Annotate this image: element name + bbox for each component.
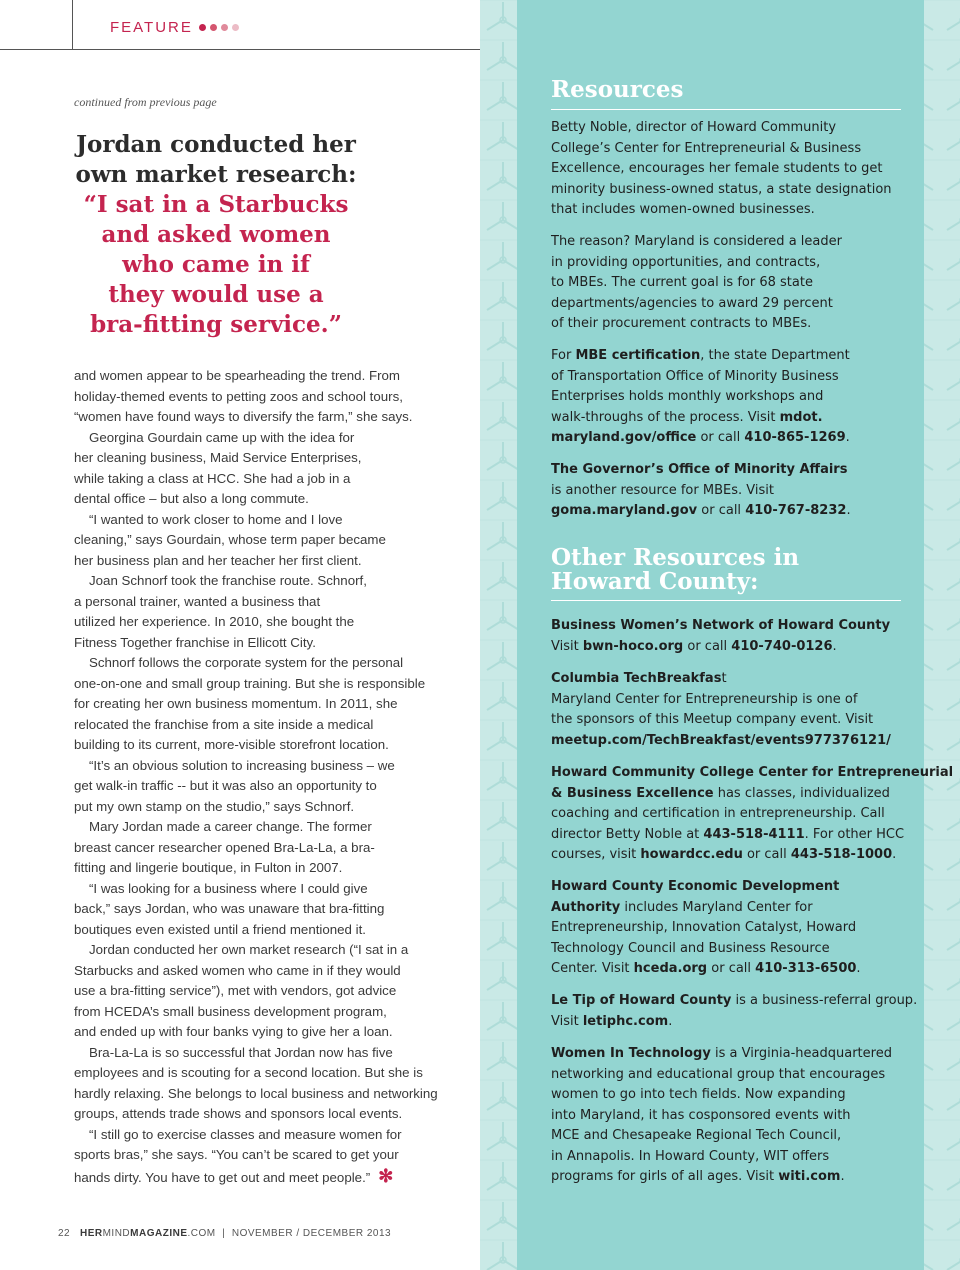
- body-line: groups, attends trade shows and sponsors local events.: [74, 1106, 403, 1121]
- magazine-brand-magazine: MAGAZINE: [130, 1228, 188, 1239]
- witi-link[interactable]: witi.com: [778, 1169, 841, 1184]
- resource-item-hceda: Howard County Economic Development Authority includes Maryland Center for Entrepreneurship, Innovation Catalyst, Howard Technology Council and Business Resource Center. Visit hceda.org or call 410-313-6500.: [551, 877, 896, 980]
- paragraph-line: Betty Noble, director of Howard Community: [551, 120, 837, 135]
- body-line: Mary Jordan made a career change. The former: [89, 819, 372, 834]
- magazine-brand-her: HER: [79, 1228, 103, 1239]
- body-line: “women have found ways to diversify the farm,” she says.: [74, 409, 413, 424]
- continued-note: continued from previous page: [74, 95, 217, 109]
- body-line: “I was looking for a business where I could give: [89, 880, 368, 896]
- body-line: for creating her own business momentum. In 2011, she: [74, 696, 398, 711]
- resources-heading: Resources: [551, 76, 684, 103]
- bwn-link[interactable]: bwn-hoco.org: [582, 638, 684, 654]
- paragraph-line: Excellence, encourages her female students to get: [551, 161, 883, 176]
- hceda-link[interactable]: hceda.org: [633, 961, 708, 976]
- paragraph-line: minority business-owned status, a state designation: [551, 181, 892, 197]
- body-line: boutiques even existed until a friend mentioned it.: [74, 921, 366, 937]
- body-line: “I wanted to work closer to home and I love: [89, 511, 343, 527]
- paragraph-line: College’s Center for Entrepreneurial & Business: [551, 140, 862, 156]
- magazine-brand-com: .COM: [187, 1228, 216, 1239]
- letip-link[interactable]: letiphc.com: [582, 1013, 669, 1029]
- mdot-link[interactable]: mdot.: [779, 409, 823, 425]
- body-line: while taking a class at HCC. She had a job in a: [74, 470, 351, 486]
- section-dots: [199, 24, 239, 31]
- body-line: put my own stamp on the studio,” says Schnorf.: [74, 798, 355, 814]
- body-line: cleaning,” says Gourdain, whose term paper became: [74, 532, 386, 547]
- end-mark-icon: ✻: [378, 1165, 394, 1186]
- paragraph-line: The reason? Maryland is considered a leader: [551, 234, 842, 249]
- dot-icon: [232, 24, 239, 31]
- resource-item-techbreakfast: Columbia TechBreakfast Maryland Center for Entrepreneurship is one of the sponsors of this Meetup company event. Visit meetup.com/TechBreakfast/events977376121/: [551, 669, 896, 751]
- resource-item-wit: Women In Technology is a Virginia-headquartered networking and educational group that encourages women to go into tech fields. Now expanding into Maryland, it has cosponsored events with MCE and Chesapeake Regional Tech Council, in Annapolis. In Howard County, WIT offers programs for girls of all ages. Visit witi.com.: [551, 1046, 892, 1184]
- pull-quote-line: and asked women: [101, 221, 331, 248]
- resource-title: Howard County Economic Development: [551, 879, 840, 894]
- body-line: Bra-La-La is so successful that Jordan now has five: [89, 1044, 393, 1060]
- body-line: Jordan conducted her own market research (“I sat in a: [89, 942, 409, 957]
- resource-item-letip: Le Tip of Howard County is a business-referral group. Visit letiphc.com.: [551, 993, 918, 1029]
- body-line: and women appear to be spearheading the trend. From: [74, 368, 400, 383]
- meetup-link[interactable]: meetup.com/TechBreakfast/events977376121/: [551, 732, 891, 748]
- magazine-brand-mind: MIND: [102, 1228, 131, 1239]
- pull-quote-line: Jordan conducted her: [76, 131, 356, 158]
- governors-office-title: The Governor’s Office of Minority Affairs: [551, 462, 848, 477]
- paragraph-line: to MBEs. The current goal is for 68 state: [551, 275, 813, 290]
- dot-icon: [221, 24, 228, 31]
- paragraph-line: of their procurement contracts to MBEs.: [551, 316, 812, 331]
- resources-paragraph-4: The Governor’s Office of Minority Affairs is another resource for MBEs. Visit goma.maryland.gov or call 410-767-8232.: [551, 460, 896, 522]
- body-line: back,” says Jordan, who was unaware that bra-fitting: [74, 901, 385, 916]
- body-line: breast cancer researcher opened Bra-La-La, a bra-: [74, 839, 375, 855]
- hcc-phone-2: 443-518-1000: [790, 847, 893, 862]
- pull-quote-line: “I sat in a Starbucks: [83, 191, 349, 218]
- section-label: FEATURE: [110, 19, 193, 36]
- resource-item-hcc: Howard Community College Center for Entrepreneurial & Business Excellence has classes, individualized coaching and certification in entrepreneurship. Call director Betty Noble at 443-518-4111. For other HCC courses, visit howardcc.edu or call 443-518-1000.: [551, 765, 954, 862]
- mdot-phone: 410-865-1269: [744, 430, 846, 445]
- page-footer: [58, 1228, 391, 1239]
- resources-paragraph-1: [551, 118, 896, 221]
- paragraph-line: in providing opportunities, and contracts,: [551, 254, 821, 270]
- paragraph-line: that includes women-owned businesses.: [551, 202, 815, 217]
- article-body: [74, 366, 444, 1188]
- body-line: sports bras,” she says. “You can’t be scared to get your: [74, 1147, 399, 1162]
- body-line: one-on-one and small group training. But she is responsible: [74, 675, 426, 691]
- resources-paragraph-3: For MBE certification, the state Department of Transportation Office of Minority Business Enterprises holds monthly workshops and walk-throughs of the process. Visit mdot. maryland.gov/office or call 410-865-1269.: [551, 348, 850, 445]
- pull-quote-line: own market research:: [75, 161, 357, 188]
- body-line: relocated the franchise from a site inside a medical: [74, 716, 374, 732]
- body-line: a personal trainer, wanted a business that: [74, 593, 321, 609]
- body-line: from HCEDA’s small business development program,: [74, 1003, 387, 1019]
- pull-quote-line: bra-fitting service.”: [90, 311, 342, 338]
- body-line: dental office – but also a long commute.: [74, 491, 309, 506]
- resources-rule: [551, 109, 901, 110]
- paragraph-line: departments/agencies to award 29 percent: [551, 295, 833, 311]
- resources-paragraph-2: [551, 232, 896, 335]
- page-number: 22: [58, 1228, 71, 1239]
- body-line: her business plan and her teacher her first client.: [74, 552, 362, 568]
- resource-title: Howard Community College Center for Entrepreneurial: [551, 765, 954, 780]
- resource-title: Business Women’s Network of Howard County: [551, 618, 891, 633]
- bwn-phone: 410-740-0126: [731, 638, 833, 654]
- mbe-certification-term: MBE certification: [575, 348, 701, 363]
- body-line: building to its current, more-visible storefront location.: [74, 737, 389, 752]
- hceda-phone: 410-313-6500: [755, 961, 857, 976]
- header-divider-vertical: [72, 0, 73, 50]
- issue-date: NOVEMBER / DECEMBER 2013: [231, 1228, 392, 1239]
- body-line: hardly relaxing. She belongs to local business and networking: [74, 1085, 438, 1101]
- body-line: utilized her experience. In 2010, she bought the: [74, 614, 355, 629]
- resource-title: Le Tip of Howard County: [551, 993, 732, 1008]
- body-line: fitting and lingerie boutique, in Fulton in 2007.: [74, 860, 343, 875]
- pull-quote: [74, 130, 358, 340]
- body-line: “It’s an obvious solution to increasing business – we: [89, 757, 395, 773]
- resource-item-bwn: Business Women’s Network of Howard County Visit bwn-hoco.org or call 410-740-0126.: [551, 616, 896, 657]
- pull-quote-line: who came in if: [122, 251, 310, 278]
- other-resources-heading: Other Resources in Howard County:: [551, 544, 800, 595]
- body-line: Fitness Together franchise in Ellicott City.: [74, 634, 316, 650]
- body-line: Schnorf follows the corporate system for the personal: [89, 655, 404, 670]
- howardcc-link[interactable]: howardcc.edu: [640, 847, 743, 862]
- dot-icon: [199, 24, 206, 31]
- body-line: and ended up with four banks vying to give her a loan.: [74, 1024, 393, 1039]
- footer-separator: |: [222, 1228, 226, 1239]
- body-line: holiday-themed events to petting zoos and school tours,: [74, 388, 403, 404]
- goma-link[interactable]: goma.maryland.gov: [551, 503, 698, 518]
- body-line: use a bra-fitting service”), met with vendors, got advice: [74, 983, 397, 998]
- body-line: Starbucks and asked women who came in if they would: [74, 962, 401, 978]
- hcc-phone-1: 443-518-4111: [703, 826, 805, 842]
- goma-phone: 410-767-8232: [745, 503, 847, 518]
- body-line: get walk-in traffic -- but it was also an opportunity to: [74, 778, 377, 793]
- body-line: Georgina Gourdain came up with the idea for: [89, 429, 355, 445]
- body-line: her cleaning business, Maid Service Enterprises,: [74, 450, 362, 465]
- body-line: Joan Schnorf took the franchise route. Schnorf,: [89, 573, 367, 588]
- resource-title: Women In Technology: [551, 1046, 711, 1061]
- body-line: employees and is scouting for a second location. But she is: [74, 1065, 423, 1080]
- other-resources-rule: [551, 600, 901, 601]
- pull-quote-line: they would use a: [108, 281, 324, 308]
- dot-icon: [210, 24, 217, 31]
- resource-title: Columbia TechBreakfas: [551, 671, 722, 686]
- mdot-link-cont[interactable]: maryland.gov/office: [551, 430, 697, 445]
- body-line: hands dirty. You have to get out and meet people.” ✻: [74, 1165, 394, 1186]
- header-divider: [0, 49, 480, 50]
- body-line: “I still go to exercise classes and measure women for: [89, 1126, 402, 1142]
